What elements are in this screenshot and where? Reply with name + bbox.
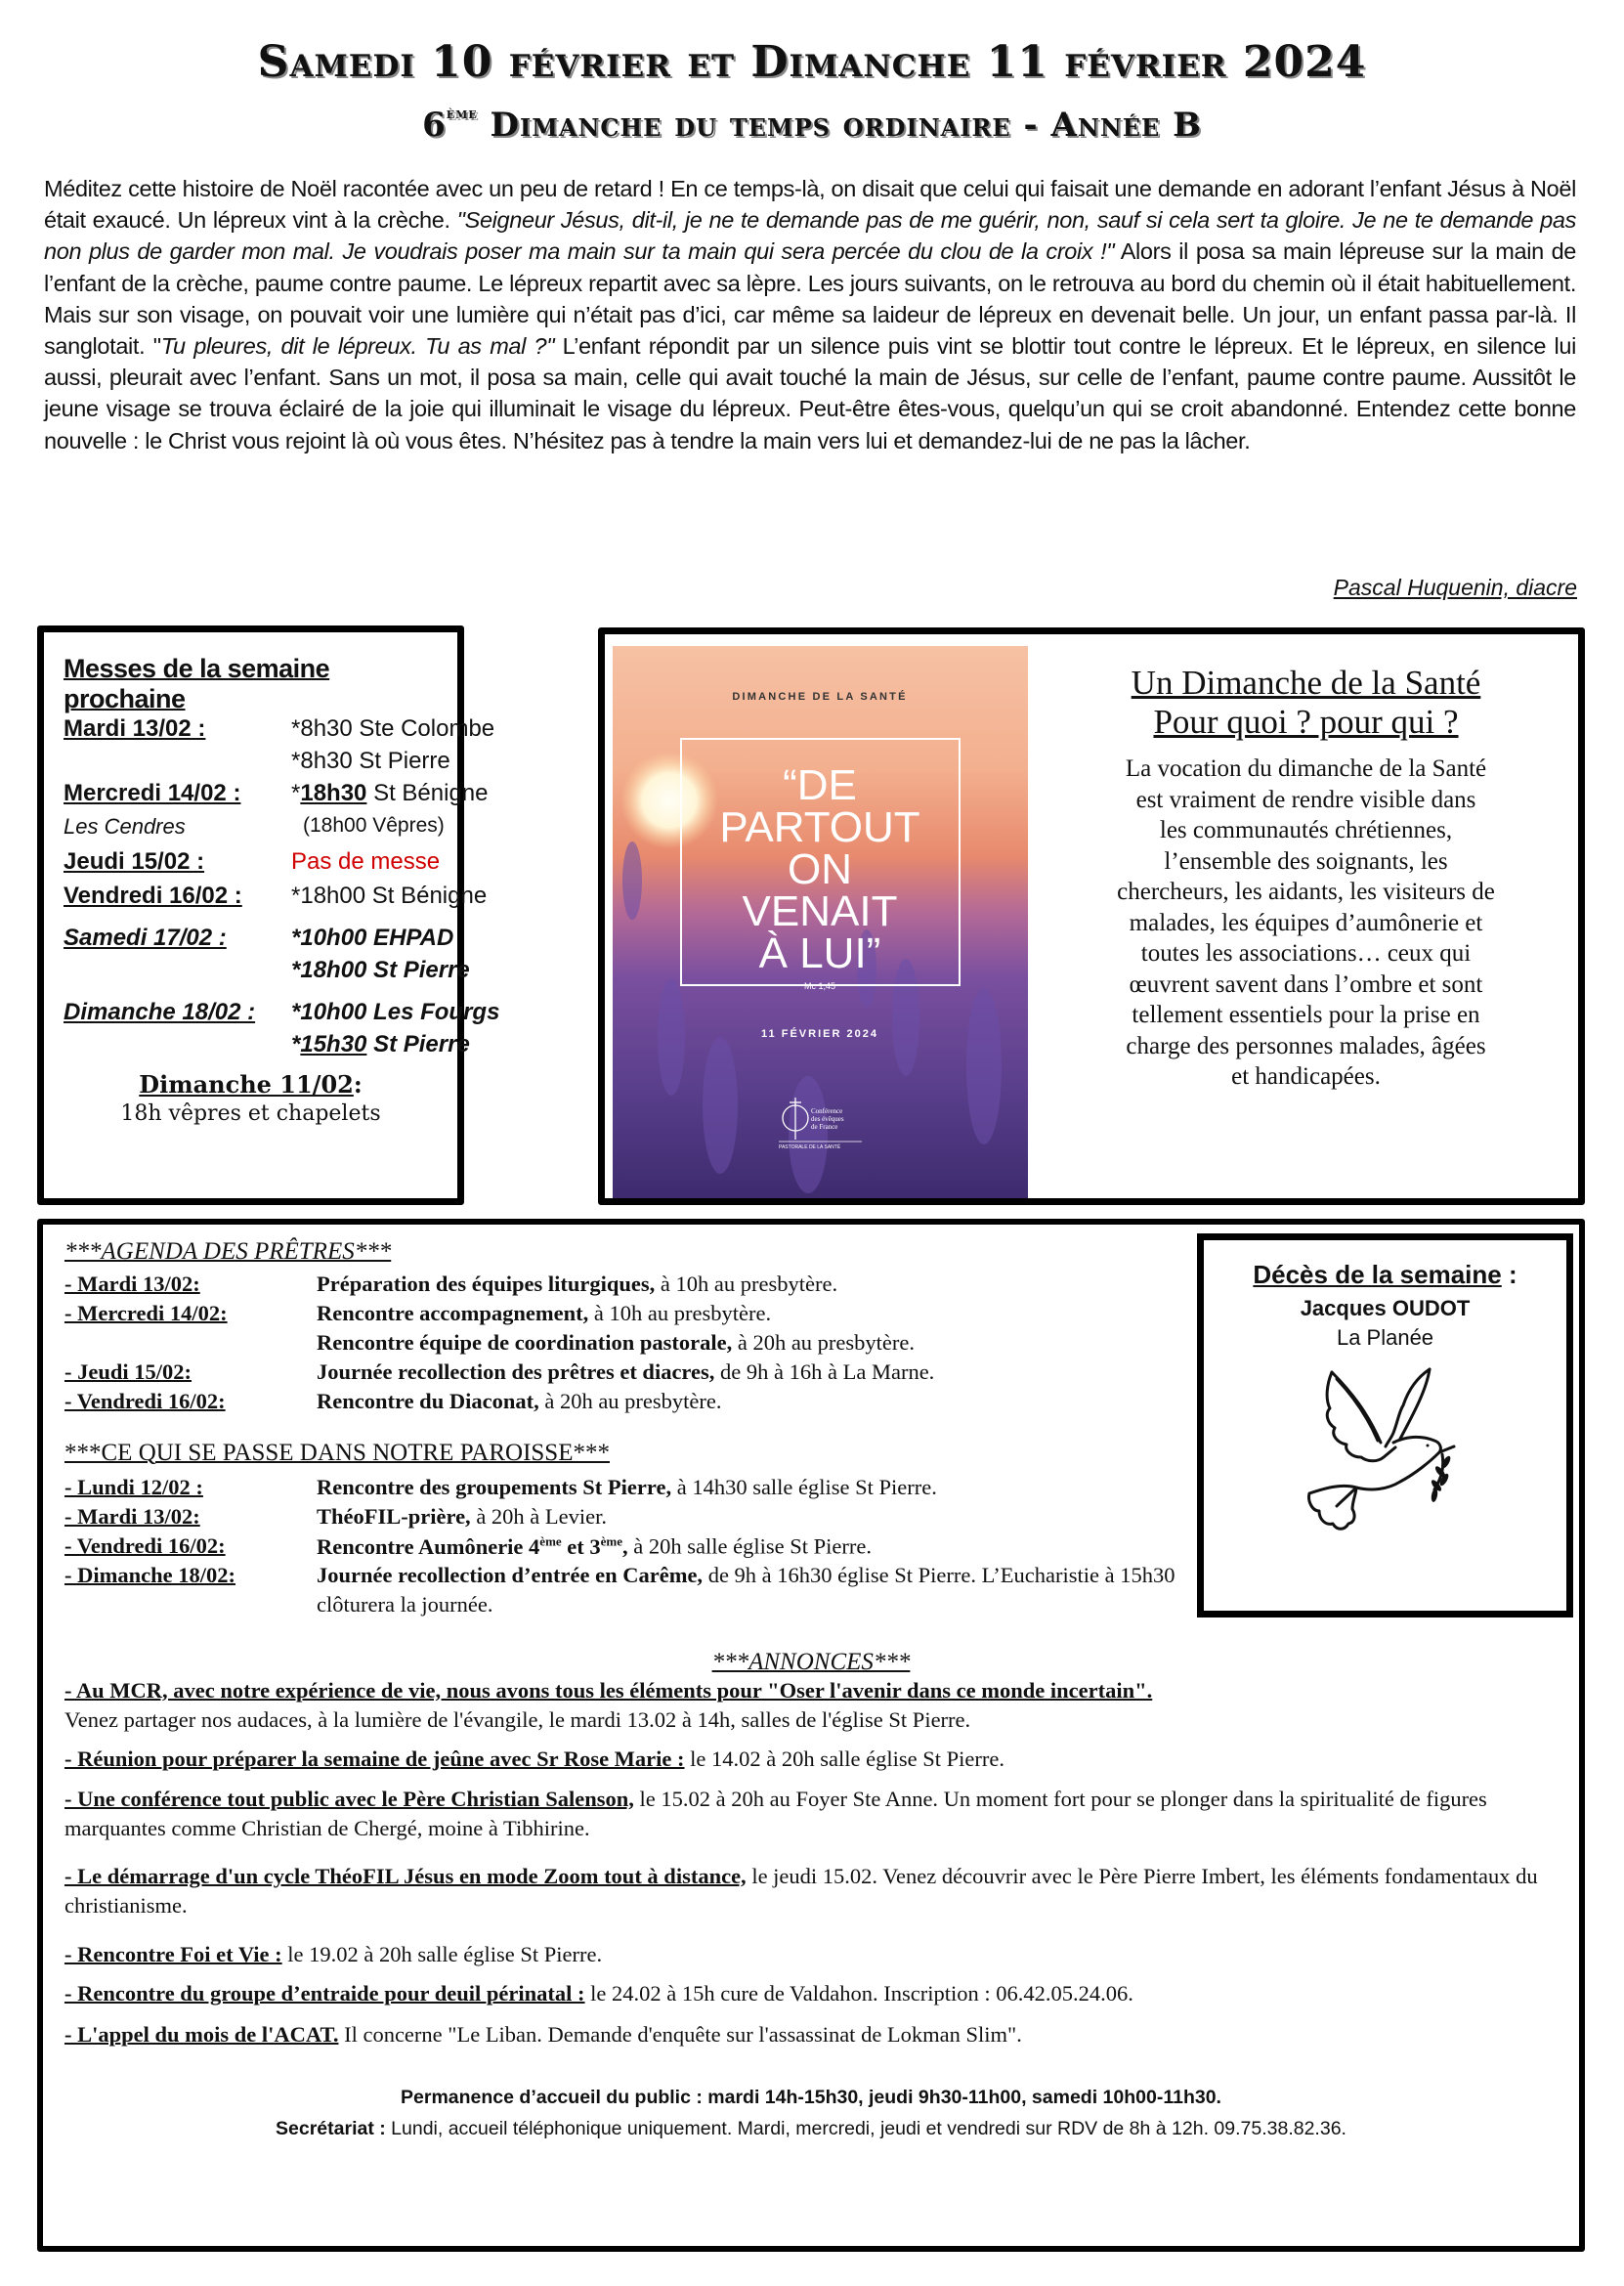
sante-title-2: Pour quoi ? pour qui ? [1153, 703, 1459, 741]
agenda-day: - Mercredi 14/02: [64, 1301, 228, 1325]
page-subtitle [0, 106, 1624, 145]
announcement [64, 1862, 1560, 1920]
announcement [64, 1785, 1560, 1843]
parish-news-box [37, 1219, 1585, 2252]
poster-date: 11 FÉVRIER 2024 [761, 1028, 878, 1040]
paroisse-event-title [317, 1534, 628, 1559]
paroisse-day: - Vendredi 16/02: [64, 1533, 226, 1558]
sante-body [1040, 754, 1572, 1093]
announcement-title: - Au MCR, avec notre expérience de vie, nous avons tous les éléments pour "Oser l'avenir dans ce monde incertain". [64, 1678, 1153, 1703]
paroisse-event-title-part: Rencontre Aumônerie 4 [317, 1533, 540, 1559]
announcement-text: le 15.02 à 20h au Foyer Ste Anne. Un moment fort pour se plonger dans la spiritualité de figures marquantes comme Christian de Chergé, moine à Tibhirine. [64, 1787, 1487, 1840]
announcement-title: - Une conférence tout public avec le Père Christian Salenson, [64, 1787, 634, 1811]
mass-value: *8h30 Ste Colombe [291, 715, 495, 742]
sunday-heading [44, 1070, 457, 1099]
sante-line: malades, les équipes d’aumônerie et [1129, 909, 1483, 936]
sante-title-1: Un Dimanche de la Santé [1131, 664, 1481, 702]
agenda-title: ***AGENDA DES PRÊTRES*** [64, 1238, 392, 1265]
poster-reference: Mc 1,45 [803, 981, 836, 991]
secretariat-info [43, 2118, 1579, 2140]
announcement-text: le jeudi 15.02. Venez découvrir avec le Père Pierre Imbert, les éléments fondamentaux du christianisme. [64, 1864, 1538, 1918]
signature: Pascal Huquenin, diacre [1333, 575, 1577, 600]
poster-quote-line: ON [788, 845, 852, 893]
announcement-title: - L'appel du mois de l'ACAT. [64, 2022, 339, 2047]
paroisse-event [317, 1533, 872, 1560]
mass-day: Mardi 13/02 : [64, 715, 206, 742]
agenda-event-title: Rencontre du Diaconat, [317, 1389, 539, 1413]
agenda-event-details: à 10h au presbytère. [588, 1301, 772, 1325]
mass-value: (18h00 Vêpres) [303, 814, 445, 837]
agenda-event [317, 1359, 934, 1385]
paroisse-event-title: Journée recollection d’entrée en Carême, [317, 1563, 704, 1587]
sante-line: est vraiment de rendre visible dans [1135, 786, 1476, 813]
paroisse-event-title: Rencontre des groupements St Pierre, [317, 1475, 672, 1499]
announcement-text: le 14.02 à 20h salle église St Pierre. [684, 1747, 1004, 1771]
sante-line: l’ensemble des soignants, les [1164, 847, 1448, 875]
agenda-event [317, 1272, 837, 1297]
sante-article [1040, 634, 1572, 1093]
mass-place: St Pierre [366, 1031, 470, 1057]
announcement-text: le 19.02 à 20h salle église St Pierre. [281, 1942, 603, 1966]
deceased-name: Jacques OUDOT [1300, 1296, 1471, 1320]
mass-day: Jeudi 15/02 : [64, 848, 205, 875]
paroisse-event-details: à 20h à Levier. [470, 1504, 608, 1529]
intro-quote-2: Tu pleures, dit le lépreux. Tu as mal ?" [160, 333, 555, 360]
poster-artwork [613, 646, 1028, 1198]
poster-image [613, 646, 1028, 1198]
poster-quote-line: VENAIT [742, 887, 898, 935]
mass-value [291, 780, 489, 807]
mass-star: * [291, 780, 301, 806]
agenda-event-details: de 9h à 16h à La Marne. [714, 1359, 935, 1384]
deces-heading [1204, 1260, 1566, 1290]
poster-logo-footer: PASTORALE DE LA SANTÉ [779, 1144, 841, 1150]
agenda-event [317, 1301, 771, 1326]
agenda-event-title: Rencontre accompagnement, [317, 1301, 589, 1325]
announcement-title: - Réunion pour préparer la semaine de jeûne avec Sr Rose Marie : [64, 1747, 685, 1771]
agenda-event-title: Préparation des équipes liturgiques, [317, 1272, 656, 1296]
secretariat-text: Lundi, accueil téléphonique uniquement. Mardi, mercredi, jeudi et vendredi sur RDV de 8h à 12h. 09.75.38.82.36. [385, 2118, 1346, 2139]
subtitle-text: Dimanche du temps ordinaire - Année B [477, 106, 1202, 145]
messes-title: Messes de la semaine prochaine [64, 654, 330, 713]
paroisse-event-title-part: et 3 [561, 1533, 601, 1559]
announcement-title: - Le démarrage d'un cycle ThéoFIL Jésus en mode Zoom tout à distance, [64, 1864, 747, 1888]
paroisse-event [317, 1504, 607, 1530]
agenda-event-details: à 20h au presbytère. [732, 1330, 916, 1355]
announcement-title: - Rencontre du groupe d’entraide pour deuil périnatal : [64, 1981, 585, 2006]
agenda-day: - Jeudi 15/02: [64, 1359, 192, 1384]
paroisse-day: - Mardi 13/02: [64, 1504, 200, 1529]
mass-day: Samedi 17/02 : [64, 925, 227, 951]
poster-quote-line: PARTOUT [719, 803, 920, 851]
annonces-title-text: ***ANNONCES*** [711, 1649, 911, 1675]
intro-text-2: Alors il posa sa main lépreuse sur la main de l’enfant de la crèche, paume contre paume. Le lépreux repartit avec sa lèpre. Les jours suivants, on le retrouva au bord du chemin où il était habituellement. Mais sur son visage, on pouvait voir une lumière qui n’était pas d’ici, car même sa laideur de lépreux en devenait belle. Un jour, un enfant passa par-là. Il sanglotait. " [44, 238, 1577, 360]
no-mass-label: Pas de messe [291, 848, 441, 875]
sante-line: les communautés chrétiennes, [1159, 817, 1453, 843]
mass-time: 15h30 [300, 1031, 367, 1057]
office-hours: Permanence d’accueil du public : mardi 14h-15h30, jeudi 9h30-11h00, samedi 10h00-11h30. [401, 2087, 1221, 2108]
mass-value: *8h30 St Pierre [291, 748, 450, 774]
intro-text-3: L’enfant répondit par un silence puis vint se blottir tout contre le lépreux. Et le lépreux, en silence lui aussi, pleurait avec l’enfant. Sans un mot, il posa sa main, celle qui avait touché la main de Jésus, sur celle de l’enfant, paume contre paume. Aussitôt le jeune visage se trouva éclairé de la joie qui illuminait le visage du lépreux. Peut-être êtes-vous, quelqu’un qui se croit abandonné. Entendez cette bonne nouvelle : le Christ vous rejoint là où vous êtes. N’hésitez pas à tendre la main vers lui et demandez-lui de ne pas la lâcher. [44, 333, 1577, 453]
mass-value: *18h00 St Bénigne [291, 883, 488, 909]
agenda-event-title: Rencontre équipe de coordination pastorale, [317, 1330, 733, 1355]
paroisse-day: - Dimanche 18/02: [64, 1563, 235, 1587]
paroisse-event-details: à 20h salle église St Pierre. [627, 1533, 872, 1559]
sunday-colon: : [353, 1070, 363, 1099]
announcement [64, 1979, 1560, 2008]
sunday-title: Dimanche 11/02 [139, 1070, 354, 1099]
announcement-text: Venez partager nos audaces, à la lumière de l'évangile, le mardi 13.02 à 14h, salles de l'église St Pierre. [64, 1707, 971, 1732]
poster-logo-line: Conférence [811, 1107, 843, 1115]
mass-value [291, 1031, 470, 1058]
mass-place: St Bénigne [366, 780, 489, 806]
sante-line: toutes les associations… ceux qui [1140, 940, 1472, 967]
paroisse-event [317, 1563, 1175, 1588]
mass-day: Vendredi 16/02 : [64, 883, 242, 909]
intro-quote-1: "Seigneur Jésus, dit-il, je ne te demande pas de me guérir, non, sauf si cela sert ta gloire. Je ne te demande pas non plus de garder mon mal. Je voudrais poser ma main sur ta main qui sera percée du clou de la croix !" [44, 207, 1576, 265]
sante-line: charge des personnes malades, âgées [1126, 1032, 1486, 1059]
mass-note: Les Cendres [64, 814, 186, 839]
paroisse-day: - Lundi 12/02 : [64, 1475, 203, 1499]
deceased-place: La Planée [1336, 1325, 1434, 1350]
superscript: ème [600, 1533, 623, 1548]
paroisse-event-title-part: , [622, 1533, 628, 1559]
sante-line: œuvrent savent dans l’ombre et sont [1129, 970, 1483, 998]
mass-star: * [291, 1031, 301, 1057]
annonces-title [43, 1649, 1579, 1676]
subtitle-number: 6 [422, 106, 447, 145]
mass-value: *10h00 EHPAD [291, 925, 454, 951]
paroisse-event [317, 1475, 937, 1500]
mass-day: Mercredi 14/02 : [64, 780, 241, 806]
announcement [64, 2020, 1560, 2049]
agenda-day: - Vendredi 16/02: [64, 1389, 226, 1413]
mass-value: *18h00 St Pierre [291, 957, 470, 983]
sante-line: et handicapées. [1231, 1063, 1381, 1090]
sante-line: chercheurs, les aidants, les visiteurs de [1117, 879, 1495, 905]
paroisse-event [317, 1592, 493, 1617]
sante-line: tellement essentiels pour la prise en [1132, 1002, 1480, 1028]
announcement [64, 1940, 1560, 1969]
paroisse-event-title: ThéoFIL-prière, [317, 1504, 471, 1529]
poster-quote-line: À LUI” [758, 929, 881, 977]
superscript: ème [539, 1533, 562, 1548]
poster-logo-line: des évêques [811, 1115, 844, 1123]
agenda-day: - Mardi 13/02: [64, 1272, 200, 1296]
poster-quote-line: “DE [783, 761, 857, 809]
messes-box [37, 625, 500, 1205]
agenda-event [317, 1330, 915, 1356]
deces-box [1197, 1233, 1573, 1617]
announcement [64, 1676, 1560, 1735]
secretariat-label: Secrétariat : [276, 2118, 386, 2139]
dove-icon [1298, 1364, 1474, 1540]
agenda-event-details: à 10h au presbytère. [655, 1272, 838, 1296]
announcement-text: le 24.02 à 15h cure de Valdahon. Inscription : 06.42.05.24.06. [584, 1981, 1133, 2006]
deces-colon: : [1501, 1260, 1517, 1289]
agenda-event [317, 1389, 722, 1414]
mass-time: 18h30 [300, 780, 367, 806]
announcement [64, 1745, 1560, 1774]
agenda-event-details: à 20h au presbytère. [538, 1389, 722, 1413]
paroisse-event-details: à 14h30 salle église St Pierre. [671, 1475, 937, 1499]
mass-value: *10h00 Les Fourgs [291, 999, 500, 1025]
intro-text-1: Méditez cette histoire de Noël racontée avec un peu de retard ! En ce temps-là, on disait que celui qui faisait une demande en adorant l’enfant Jésus à Noël était exaucé. Un lépreux vint à la crèche. [44, 176, 1576, 234]
paroisse-event-details: clôturera la journée. [317, 1592, 493, 1617]
mass-day: Dimanche 18/02 : [64, 999, 256, 1025]
paroisse-event-details: de 9h à 16h30 église St Pierre. L’Eucharistie à 15h30 [703, 1563, 1175, 1587]
sante-line: La vocation du dimanche de la Santé [1125, 755, 1487, 782]
deces-title: Décès de la semaine [1253, 1260, 1502, 1289]
poster-kicker: DIMANCHE DE LA SANTÉ [732, 691, 908, 703]
agenda-event-title: Journée recollection des prêtres et diacres, [317, 1359, 715, 1384]
sante-box [598, 627, 1585, 1205]
sunday-text: 18h vêpres et chapelets [120, 1101, 381, 1126]
intro-paragraph [44, 173, 1576, 456]
paroisse-title: ***CE QUI SE PASSE DANS NOTRE PAROISSE*** [64, 1440, 610, 1466]
subtitle-superscript: ème [446, 104, 478, 122]
poster-logo-line: de France [811, 1123, 838, 1131]
announcement-text: Il concerne "Le Liban. Demande d'enquête sur l'assassinat de Lokman Slim". [338, 2022, 1022, 2047]
page-title: Samedi 10 février et Dimanche 11 février 2024 [257, 37, 1367, 87]
announcement-title: - Rencontre Foi et Vie : [64, 1942, 282, 1966]
